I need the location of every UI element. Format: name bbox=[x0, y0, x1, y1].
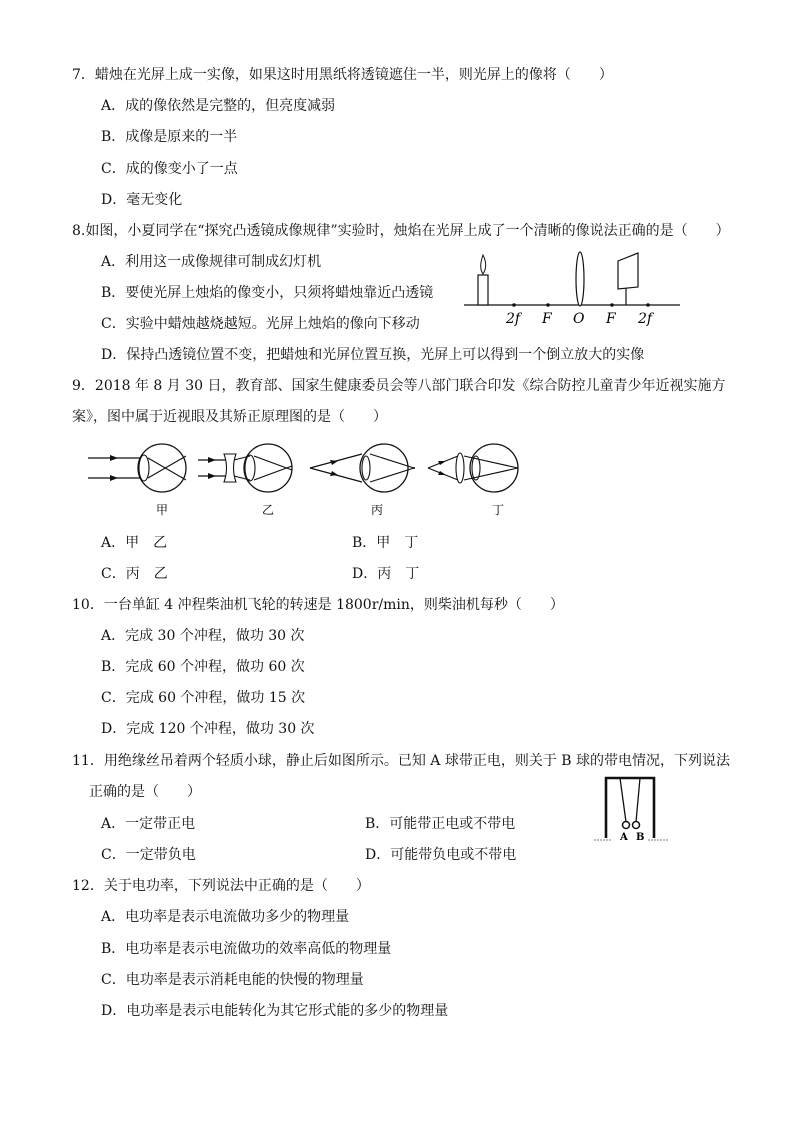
label-2f-left: 2f bbox=[506, 311, 521, 327]
q9-option-c: C．丙 乙 bbox=[101, 566, 168, 582]
label-f-right: F bbox=[606, 311, 616, 327]
q7-option-a: A．成的像依然是完整的，但亮度减弱 bbox=[101, 98, 336, 114]
q12-option-d: D．电功率是表示电能转化为其它形式能的多少的物理量 bbox=[101, 1003, 449, 1019]
q12-option-a: A．电功率是表示电流做功多少的物理量 bbox=[101, 909, 350, 925]
q8-option-a: A．利用这一成像规律可制成幻灯机 bbox=[101, 254, 322, 270]
label-ball-b: B bbox=[636, 832, 645, 843]
q10-option-c: C．完成 60 个冲程，做功 15 次 bbox=[101, 690, 306, 706]
label-ding: 丁 bbox=[492, 503, 505, 517]
q11-option-a: A．一定带正电 bbox=[101, 816, 196, 832]
eye-diagram-bing bbox=[310, 444, 415, 492]
label-o: O bbox=[573, 311, 585, 327]
label-bing: 丙 bbox=[371, 503, 384, 517]
q9-stem-line1: 9．2018 年 8 月 30 日，教育部、国家生健康委员会等八部门联合印发《综合防控儿童青少年近视实施方 bbox=[72, 378, 726, 394]
q11-stem-line2: 正确的是（ ） bbox=[89, 784, 201, 800]
q12-stem: 12．关于电功率，下列说法中正确的是（ ） bbox=[72, 878, 370, 894]
q10-option-a: A．完成 30 个冲程，做功 30 次 bbox=[101, 628, 305, 644]
eye-diagram-ding bbox=[428, 444, 518, 492]
q9-stem-line2: 案》，图中属于近视眼及其矫正原理图的是（ ） bbox=[72, 409, 387, 425]
q11-option-b: B．可能带正电或不带电 bbox=[365, 816, 516, 832]
q8-stem: 8.如图，小夏同学在“探究凸透镜成像规律”实验时，烛焰在光屏上成了一个清晰的像说法正确的是（ ） bbox=[72, 223, 730, 239]
q8-option-c: C．实验中蜡烛越烧越短。光屏上烛焰的像向下移动 bbox=[101, 316, 420, 332]
q7-option-b: B．成像是原来的一半 bbox=[101, 129, 238, 145]
light-screen-icon bbox=[618, 253, 638, 305]
q7-option-c: C．成的像变小了一点 bbox=[101, 161, 238, 177]
lens-experiment-figure bbox=[460, 243, 688, 327]
label-ball-a: A bbox=[620, 832, 628, 843]
q12-option-c: C．电功率是表示消耗电能的快慢的物理量 bbox=[101, 972, 364, 988]
eye-diagrams-figure bbox=[84, 436, 534, 520]
q7-option-d: D．毫无变化 bbox=[101, 192, 183, 208]
q9-option-d: D．丙 丁 bbox=[352, 566, 420, 582]
charged-balls-figure bbox=[592, 772, 672, 844]
q7-stem: 7．蜡烛在光屏上成一实像，如果这时用黑纸将透镜遮住一半，则光屏上的像将（ ） bbox=[72, 67, 613, 83]
eye-diagram-jia bbox=[88, 444, 186, 492]
convex-lens-icon bbox=[576, 252, 584, 306]
q9-option-b: B．甲 丁 bbox=[352, 535, 419, 551]
eye-diagram-yi bbox=[198, 444, 292, 492]
label-2f-right: 2f bbox=[638, 311, 653, 327]
label-jia: 甲 bbox=[156, 503, 169, 517]
ball-a-icon bbox=[623, 822, 630, 829]
q11-option-d: D．可能带负电或不带电 bbox=[365, 847, 517, 863]
q9-option-a: A．甲 乙 bbox=[101, 535, 168, 551]
label-f-left: F bbox=[542, 311, 552, 327]
q11-option-c: C．一定带负电 bbox=[101, 847, 196, 863]
q11-stem-line1: 11．用绝缘丝吊着两个轻质小球，静止后如图所示。已知 A 球带正电，则关于 B 球的带电情况，下列说法 bbox=[72, 753, 731, 769]
q8-option-d: D．保持凸透镜位置不变，把蜡烛和光屏位置互换，光屏上可以得到一个倒立放大的实像 bbox=[101, 347, 645, 363]
q10-option-d: D．完成 120 个冲程，做功 30 次 bbox=[101, 721, 315, 737]
ball-b-icon bbox=[633, 822, 640, 829]
q12-option-b: B．电功率是表示电流做功的效率高低的物理量 bbox=[101, 941, 392, 957]
q10-stem: 10．一台单缸 4 冲程柴油机飞轮的转速是 1800r/min，则柴油机每秒（ ） bbox=[72, 597, 564, 613]
candle-icon bbox=[478, 255, 488, 305]
q8-option-b: B．要使光屏上烛焰的像变小，只须将蜡烛靠近凸透镜 bbox=[101, 285, 434, 301]
q10-option-b: B．完成 60 个冲程，做功 60 次 bbox=[101, 659, 305, 675]
label-yi: 乙 bbox=[262, 503, 275, 517]
